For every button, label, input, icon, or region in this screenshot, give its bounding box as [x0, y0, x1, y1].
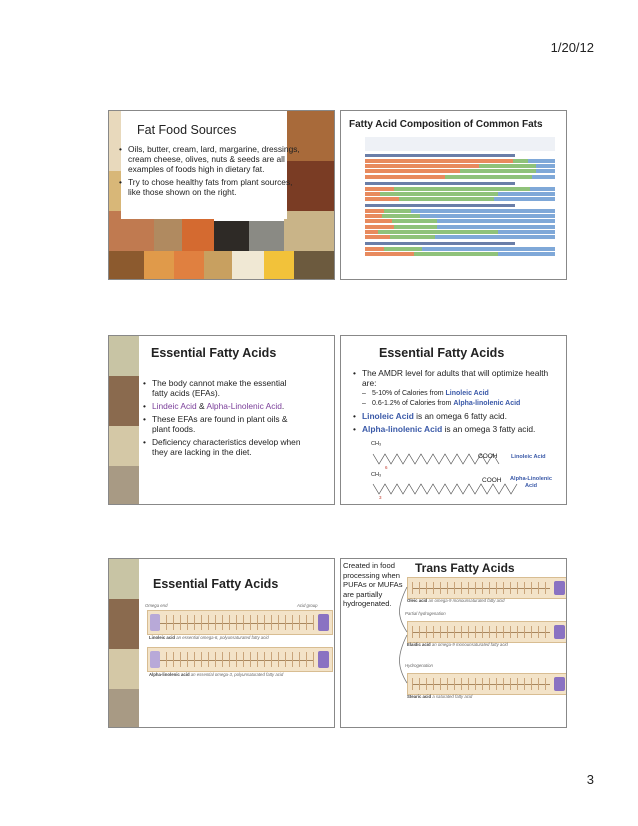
partial-hydrogenation-label: Partial hydrogenation [405, 611, 446, 616]
acid-group-label: Acid group [297, 603, 318, 608]
list-item [353, 424, 558, 434]
omega6-text: is an omega 6 fatty acid. [413, 411, 507, 421]
oleic-rest: an omega-9 monounsaturated fatty acid [427, 598, 505, 603]
page-date: 1/20/12 [550, 40, 594, 55]
oleic-name: Oleic acid [407, 598, 428, 603]
list-item [362, 389, 558, 398]
amdr-text: The AMDR level for adults that will optimize health are: [362, 368, 549, 388]
omega3-text: is an omega 3 fatty acid. [442, 424, 536, 434]
slide1-bullets [119, 144, 304, 200]
mol1-label: Linoleic Acid [511, 454, 546, 460]
hydrogenation-label: Hydrogenation [405, 663, 433, 668]
stearic-caption [407, 694, 472, 699]
mol1-ch3: CH₃ [371, 441, 382, 447]
mol1-number: 6 [385, 465, 388, 470]
list-item [353, 411, 558, 421]
period-text: . [281, 401, 285, 411]
omega6-acid: Linoleic Acid [362, 411, 414, 421]
stearic-name: Stearic acid [407, 694, 432, 699]
slide-fatty-acid-composition [340, 110, 567, 280]
slide2-title: Fatty Acid Composition of Common Fats [349, 119, 543, 130]
page-number: 3 [586, 772, 594, 787]
ampersand-text: & [196, 401, 207, 411]
slide4-title: Essential Fatty Acids [379, 346, 505, 360]
list-item [362, 399, 558, 408]
list-item: • The body cannot make the essential fatty acids (EFAs). [143, 378, 303, 398]
elaidic-acid-chain [407, 621, 567, 643]
omega3-acid: Alpha-linolenic Acid [362, 424, 443, 434]
slide1-title: Fat Food Sources [137, 123, 237, 137]
list-item: • Try to chose healthy fats from plant sources, like those shown on the right. [119, 177, 304, 197]
sub1-acid: Linoleic Acid [445, 390, 489, 397]
mol2-label: Alpha-Linolenic Acid [510, 476, 552, 489]
list-item [353, 368, 558, 408]
list-item [143, 401, 303, 411]
alpha-linolenic-caption [149, 672, 283, 677]
cap1-rest: an essential omega-6, polyunsaturated fatty acid [175, 635, 269, 640]
slide-essential-fatty-acids-3 [108, 558, 335, 728]
linoleic-acid-chain [147, 610, 333, 635]
stearic-rest: a saturated fatty acid [431, 694, 473, 699]
trans-fat-note: Created in food processing when PUFAs or MUFAs are partially hydrogenated. [343, 561, 403, 608]
fatty-acid-bar-table [365, 137, 555, 257]
elaidic-name: Elaidic acid [407, 642, 431, 647]
alpha-linolenic-acid-chain [147, 647, 333, 672]
oleic-caption [407, 598, 504, 603]
cap1-name: Linoleic acid [149, 635, 176, 640]
mol2-cooh: COOH [482, 477, 502, 484]
process-arrows [397, 587, 411, 687]
slide3-title: Essential Fatty Acids [151, 346, 277, 360]
sub1-text: 5-10% of Calories from [372, 390, 446, 397]
oleic-acid-chain [407, 577, 567, 599]
amdr-sublist [362, 389, 558, 408]
elaidic-caption [407, 642, 508, 647]
slide5-title: Essential Fatty Acids [153, 577, 279, 591]
slide-trans-fatty-acids [340, 558, 567, 728]
sub2-acid: Alpha-linolenic Acid [453, 400, 521, 407]
cap2-name: Alpha-linolenic acid [149, 672, 190, 677]
list-item: • Oils, butter, cream, lard, margarine, dressings, cream cheese, olives, nuts & seeds are all examples of foods high in dietary fat. [119, 144, 304, 174]
list-item: • Deficiency characteristics develop when they are lacking in the diet. [143, 437, 303, 457]
omega-end-label: Omega end [145, 603, 168, 608]
mol2-ch3: CH₃ [371, 472, 382, 478]
slide3-bullets [143, 378, 303, 460]
seed-photo-strip [109, 336, 139, 505]
sub2-text: 0.6-1.2% of Calories from [372, 400, 454, 407]
linoleic-acid-text: Lindeic Acid [152, 401, 197, 411]
seed-photo-strip [109, 559, 139, 728]
mol2-number: 3 [379, 495, 382, 500]
slide-essential-fatty-acids-2 [340, 335, 567, 505]
mol1-cooh: COOH [478, 453, 498, 460]
list-item: • These EFAs are found in plant oils & plant foods. [143, 414, 303, 434]
cap2-rest: an essential omega-3, polyunsaturated fatty acid [189, 672, 284, 677]
slide-fat-food-sources [108, 110, 335, 280]
stearic-acid-chain [407, 673, 567, 695]
slide6-title: Trans Fatty Acids [415, 561, 515, 575]
slide-essential-fatty-acids-1 [108, 335, 335, 505]
slide4-bullets [353, 368, 558, 437]
elaidic-rest: an omega-9 monounsaturated fatty acid [430, 642, 508, 647]
linoleic-caption [149, 635, 269, 640]
alpha-linolenic-acid-text: Alpha-Linolenic Acid [206, 401, 282, 411]
